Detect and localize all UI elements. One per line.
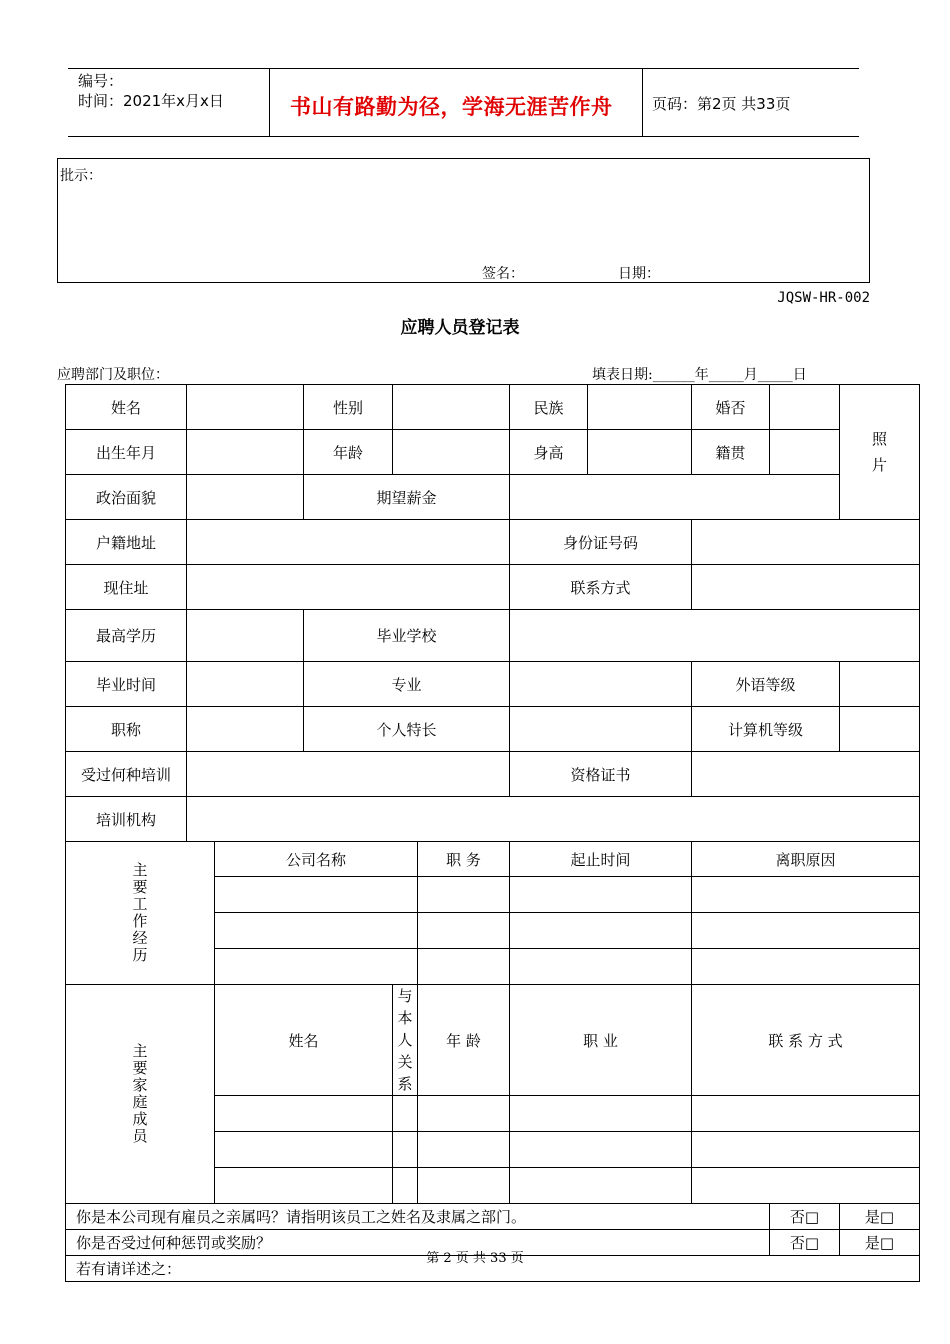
input-height[interactable]: [588, 430, 692, 475]
input-grad-time[interactable]: [187, 662, 304, 707]
family-header-occupation: 职 业: [510, 985, 692, 1096]
label-idno: 身份证号码: [510, 520, 692, 565]
work-cell[interactable]: [215, 877, 418, 913]
input-education[interactable]: [187, 610, 304, 662]
input-language[interactable]: [840, 662, 920, 707]
apply-label: 应聘部门及职位：: [57, 367, 169, 383]
page-header: [68, 68, 859, 137]
fill-date: 填表日期:______年_____月_____日: [592, 367, 807, 383]
detail-label[interactable]: 若有请详述之：: [66, 1256, 920, 1282]
page-footer: 第 2 页 共 33 页: [426, 1251, 524, 1266]
work-header-company: 公司名称: [215, 842, 418, 877]
label-name: 姓名: [66, 385, 187, 430]
doc-code: JQSW-HR-002: [777, 290, 870, 306]
family-cell[interactable]: [215, 1168, 393, 1204]
work-cell[interactable]: [418, 877, 510, 913]
input-specialty[interactable]: [510, 707, 692, 752]
work-cell[interactable]: [215, 949, 418, 985]
family-cell[interactable]: [692, 1132, 920, 1168]
family-cell[interactable]: [510, 1132, 692, 1168]
family-cell[interactable]: [418, 1168, 510, 1204]
family-header-age: 年 龄: [418, 985, 510, 1096]
family-header-relation: 与本人 关系: [393, 985, 418, 1096]
family-cell[interactable]: [215, 1132, 393, 1168]
family-header-contact: 联 系 方 式: [692, 985, 920, 1096]
label-school: 毕业学校: [304, 610, 510, 662]
label-native: 籍贯: [692, 430, 770, 475]
input-contact[interactable]: [692, 565, 920, 610]
label-address: 现住址: [66, 565, 187, 610]
label-marital: 婚否: [692, 385, 770, 430]
checkbox-reward-no[interactable]: 否□: [770, 1230, 840, 1256]
checkbox-relative-yes[interactable]: 是□: [840, 1204, 920, 1230]
input-certificate[interactable]: [692, 752, 920, 797]
time-label: 时间：2021年x月x日: [78, 92, 224, 110]
instruction-box: [57, 158, 870, 283]
checkbox-relative-no[interactable]: 否□: [770, 1204, 840, 1230]
label-age: 年龄: [304, 430, 393, 475]
input-school[interactable]: [510, 610, 920, 662]
input-computer[interactable]: [840, 707, 920, 752]
label-ethnicity: 民族: [510, 385, 588, 430]
family-cell[interactable]: [418, 1096, 510, 1132]
page-label: 页码：第2页 共33页: [652, 95, 791, 113]
label-specialty: 个人特长: [304, 707, 510, 752]
number-label: 编号：: [78, 72, 124, 90]
label-institution: 培训机构: [66, 797, 187, 842]
input-training[interactable]: [187, 752, 510, 797]
question-relative: 你是本公司现有雇员之亲属吗？请指明该员工之姓名及隶属之部门。: [66, 1204, 770, 1230]
label-political: 政治面貌: [66, 475, 187, 520]
form-title: 应聘人员登记表: [400, 318, 520, 338]
work-cell[interactable]: [692, 877, 920, 913]
family-cell[interactable]: [418, 1132, 510, 1168]
input-gender[interactable]: [393, 385, 510, 430]
input-marital[interactable]: [770, 385, 840, 430]
input-age[interactable]: [393, 430, 510, 475]
input-political[interactable]: [187, 475, 304, 520]
work-section-label: 主 要 工 作 经 历: [66, 842, 215, 985]
input-institution[interactable]: [187, 797, 920, 842]
sign-label: 签名：: [482, 266, 524, 282]
registration-table: [65, 384, 920, 1282]
label-certificate: 资格证书: [510, 752, 692, 797]
work-cell[interactable]: [215, 913, 418, 949]
work-cell[interactable]: [692, 913, 920, 949]
work-cell[interactable]: [418, 949, 510, 985]
work-cell[interactable]: [510, 877, 692, 913]
work-header-position: 职 务: [418, 842, 510, 877]
checkbox-reward-yes[interactable]: 是□: [840, 1230, 920, 1256]
photo-cell[interactable]: 照 片: [840, 385, 920, 520]
header-meta: [78, 71, 224, 111]
label-salary: 期望薪金: [304, 475, 510, 520]
label-height: 身高: [510, 430, 588, 475]
family-cell[interactable]: [393, 1132, 418, 1168]
input-birth[interactable]: [187, 430, 304, 475]
label-training: 受过何种培训: [66, 752, 187, 797]
input-title[interactable]: [187, 707, 304, 752]
label-hukou: 户籍地址: [66, 520, 187, 565]
label-title: 职称: [66, 707, 187, 752]
input-name[interactable]: [187, 385, 304, 430]
question-reward: 你是否受过何种惩罚或奖励？: [66, 1230, 770, 1256]
family-cell[interactable]: [393, 1096, 418, 1132]
slogan: 书山有路勤为径，学海无涯苦作舟: [290, 94, 613, 119]
family-header-name: 姓名: [215, 985, 393, 1096]
input-major[interactable]: [510, 662, 692, 707]
label-grad-time: 毕业时间: [66, 662, 187, 707]
label-education: 最高学历: [66, 610, 187, 662]
input-salary[interactable]: [510, 475, 840, 520]
label-major: 专业: [304, 662, 510, 707]
work-cell[interactable]: [510, 913, 692, 949]
family-cell[interactable]: [393, 1168, 418, 1204]
work-cell[interactable]: [692, 949, 920, 985]
family-cell[interactable]: [215, 1096, 393, 1132]
family-cell[interactable]: [510, 1168, 692, 1204]
label-contact: 联系方式: [510, 565, 692, 610]
label-birth: 出生年月: [66, 430, 187, 475]
input-hukou[interactable]: [187, 520, 510, 565]
work-cell[interactable]: [418, 913, 510, 949]
family-section-label: 主 要 家 庭 成 员: [66, 985, 215, 1204]
family-cell[interactable]: [692, 1168, 920, 1204]
instruction-label: 批示：: [60, 168, 102, 184]
work-cell[interactable]: [510, 949, 692, 985]
input-ethnicity[interactable]: [588, 385, 692, 430]
date-label: 日期：: [618, 266, 660, 282]
input-idno[interactable]: [692, 520, 920, 565]
label-language: 外语等级: [692, 662, 840, 707]
label-gender: 性别: [304, 385, 393, 430]
work-header-reason: 离职原因: [692, 842, 920, 877]
family-cell[interactable]: [692, 1096, 920, 1132]
label-computer: 计算机等级: [692, 707, 840, 752]
input-address[interactable]: [187, 565, 510, 610]
input-native[interactable]: [770, 430, 840, 475]
work-header-period: 起止时间: [510, 842, 692, 877]
family-cell[interactable]: [510, 1096, 692, 1132]
